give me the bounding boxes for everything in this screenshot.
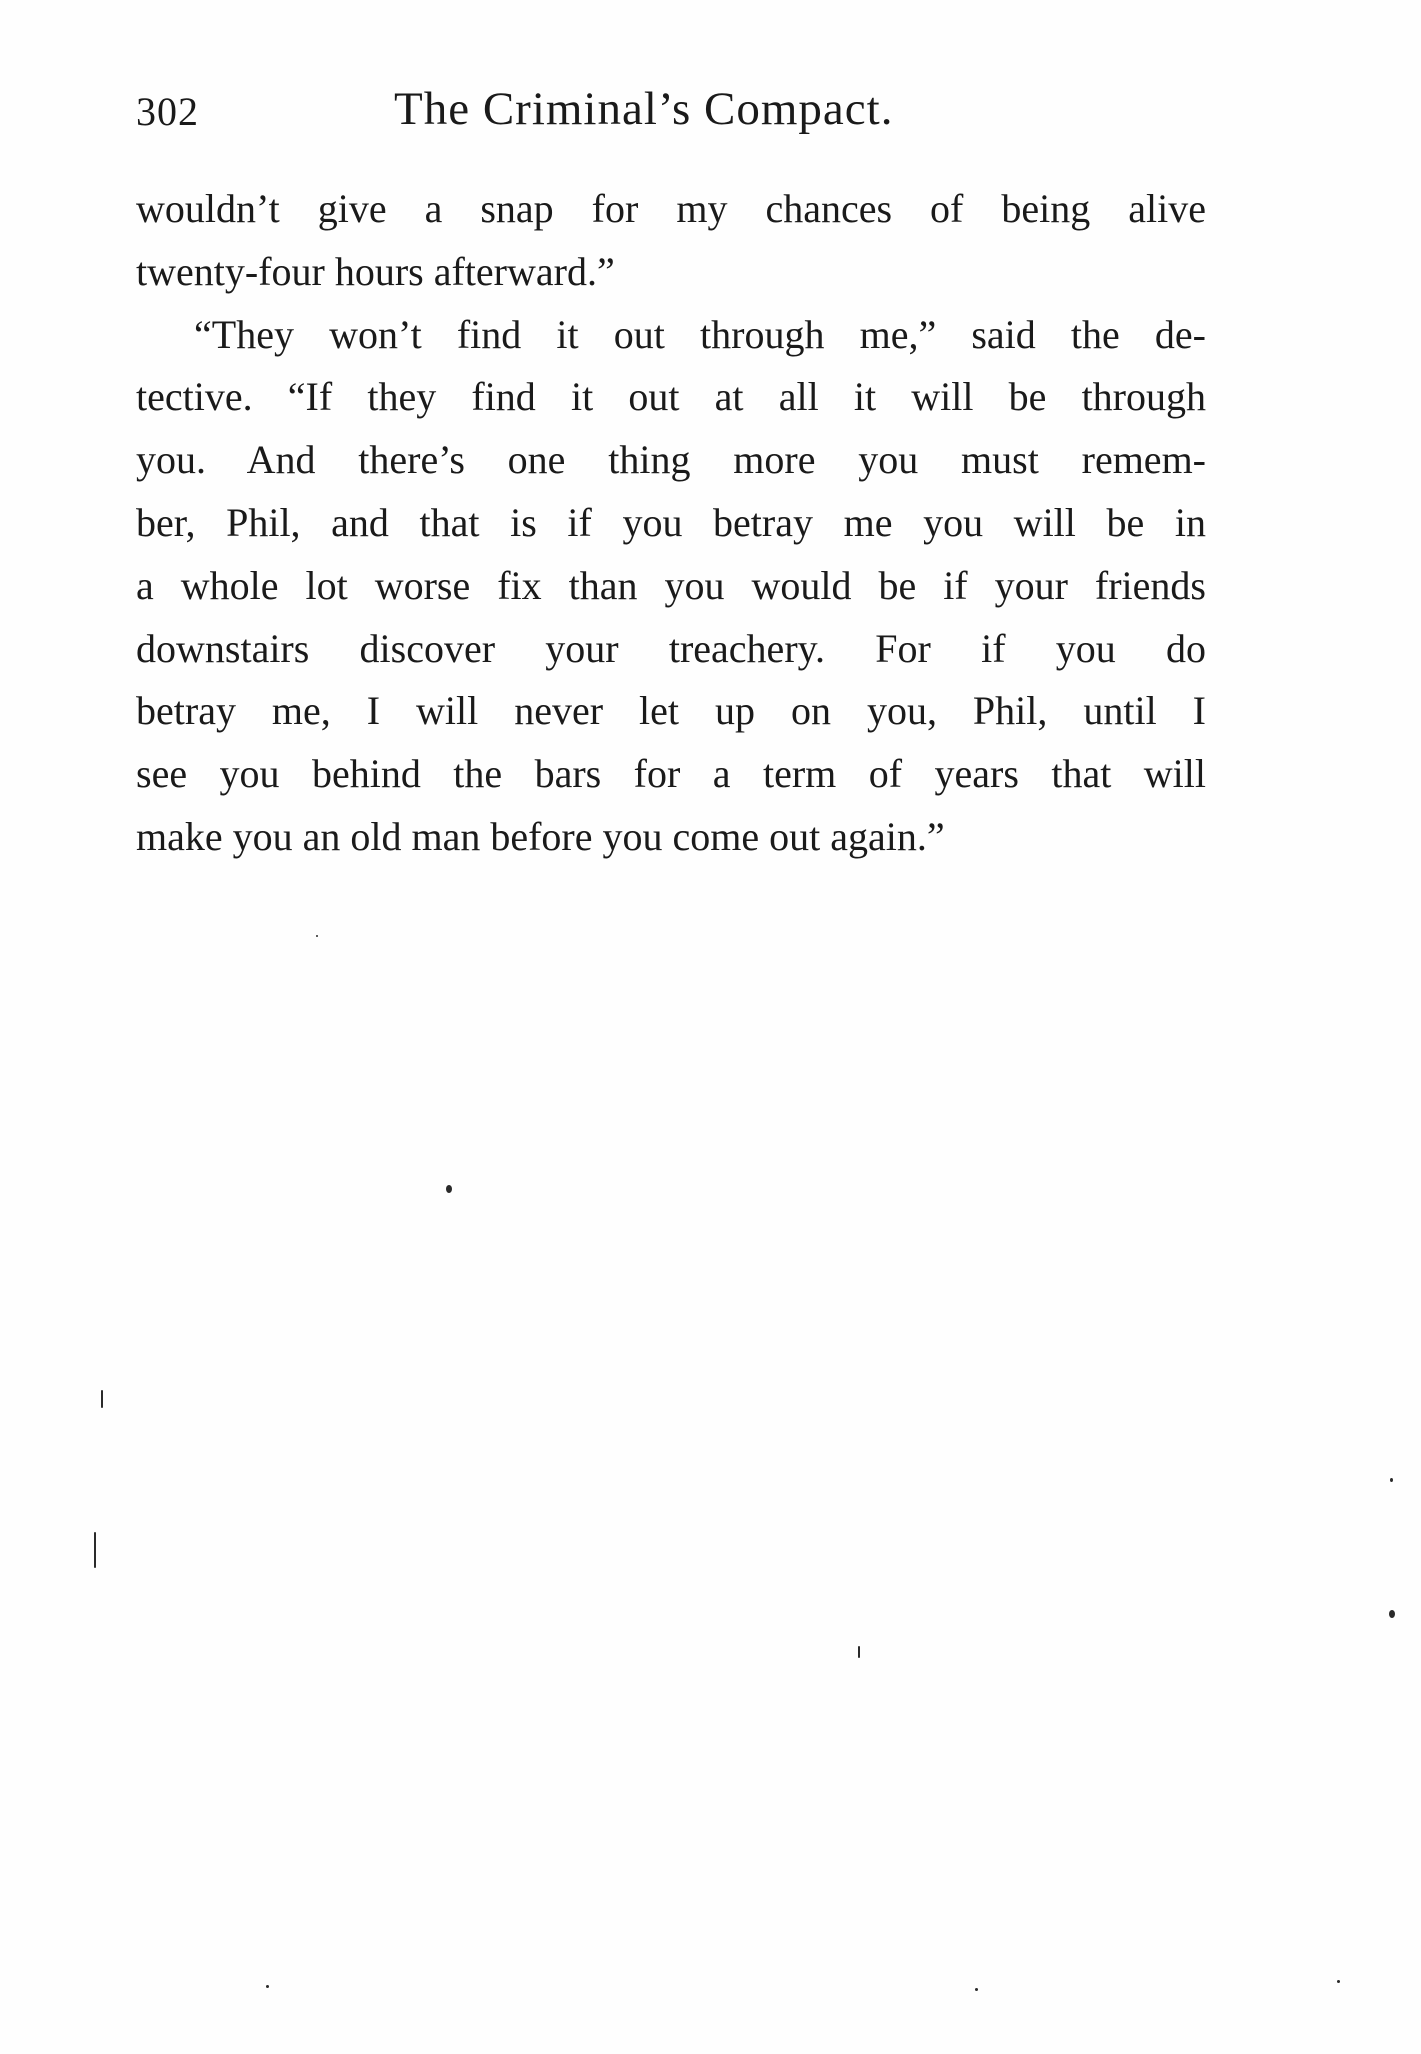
scan-speck xyxy=(975,1988,978,1991)
text-line: make you an old man before you come out again.” xyxy=(136,813,945,859)
running-title: The Criminal’s Compact. xyxy=(394,83,894,135)
text-line: “They won’t find it out through me,” said the de- xyxy=(194,311,1206,357)
scan-speck xyxy=(858,1646,860,1658)
scan-speck xyxy=(316,935,318,937)
text-line: a whole lot worse fix than you would be if your friends xyxy=(136,562,1206,608)
scan-speck xyxy=(446,1185,452,1193)
text-line: see you behind the bars for a term of years that will xyxy=(136,751,1206,797)
scan-speck xyxy=(1389,1610,1395,1618)
text-line: you. And there’s one thing more you must remem- xyxy=(136,437,1206,483)
text-line: ber, Phil, and that is if you betray me you will be in xyxy=(136,499,1206,545)
text-line: betray me, I will never let up on you, Phil, until I xyxy=(136,688,1206,734)
body-text xyxy=(136,178,1206,869)
text-line: downstairs discover your treachery. For if you do xyxy=(136,625,1206,671)
scan-speck xyxy=(266,1985,269,1988)
running-head xyxy=(136,82,1206,152)
text-line: twenty-four hours afterward.” xyxy=(136,248,615,294)
scan-speck xyxy=(1390,1478,1393,1482)
scan-speck xyxy=(1337,1980,1340,1983)
scan-speck xyxy=(94,1532,96,1568)
text-line: tective. “If they find it out at all it will be through xyxy=(136,374,1206,420)
page-number: 302 xyxy=(136,89,199,134)
scan-speck xyxy=(101,1390,103,1408)
text-line: wouldn’t give a snap for my chances of being alive xyxy=(136,186,1206,231)
